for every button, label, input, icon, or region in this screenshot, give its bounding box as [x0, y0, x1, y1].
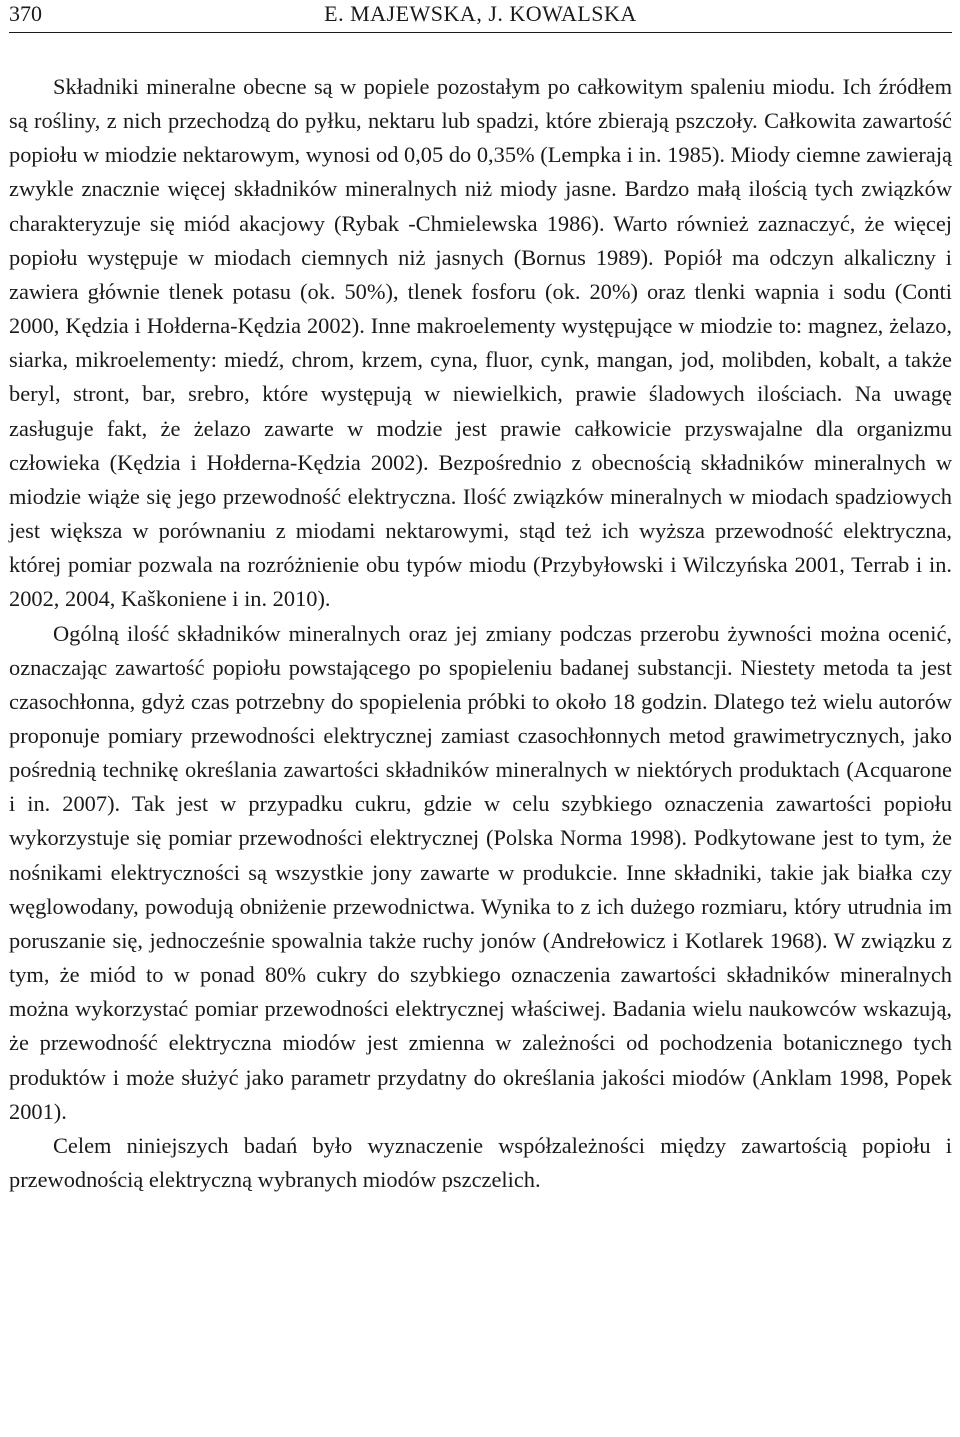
paragraph-conductivity-method: Ogólną ilość składników mineralnych oraz jej zmiany podczas przerobu żywności można ocenić, oznaczając zawartość popiołu powstającego po spopieleniu badanej substancji. Niestety metoda ta jest czasochłonna, gdyż czas potrzebny do spopielenia próbki to około 18 godzin. Dlatego też wielu autorów proponuje pomiary przewodności elektrycznej zamiast czasochłonnych metod grawimetrycznych, jako pośrednią technikę określania zawartości składników mineralnych w niektórych produktach (Acquarone i in. 2007). Tak jest w przypadku cukru, gdzie w celu szybkiego oznaczenia zawartości popiołu wykorzystuje się pomiar przewodności elektrycznej (Polska Norma 1998). Podkytowane jest to tym, że nośnikami elektryczności są wszystkie jony zawarte w produkcie. Inne składniki, takie jak białka czy węglowodany, powodują obniżenie przewodnictwa. Wynika to z ich dużego rozmiaru, który utrudnia im poruszanie się, jednocześnie spowalnia także ruchy jonów (Andrełowicz i Kotlarek 1968). W związku z tym, że miód to w ponad 80% cukry do szybkiego oznaczenia zawartości składników mineralnych można wykorzystać pomiar przewodności elektrycznej właściwej. Badania wielu naukowców wskazują, że przewodność elektryczna miodów jest zmienna w zależności od pochodzenia botanicznego tych produktów i może służyć jako parametr przydatny do określania jakości miodów (Anklam 1998, Popek 2001). — [9, 620, 952, 1124]
header-divider — [9, 32, 952, 33]
page-number: 370 — [9, 1, 42, 26]
running-header — [9, 0, 952, 30]
paragraph-study-aim: Celem niniejszych badań było wyznaczenie współzależności między zawartością popiołu i przewodnością elektryczną wybranych miodów pszczelich. — [9, 1132, 952, 1192]
paragraph-mineral-content: Składniki mineralne obecne są w popiele pozostałym po całkowitym spaleniu miodu. Ich źródłem są rośliny, z nich przechodzą do pyłku, nektaru lub spadzi, które zbierają pszczoły. Całkowita zawartość popiołu w miodzie nektarowym, wynosi od 0,05 do 0,35% (Lempka i in. 1985). Miody ciemne zawierają zwykle znacznie więcej składników mineralnych niż miody jasne. Bardzo małą ilością tych związków charakteryzuje się miód akacjowy (Rybak -Chmielewska 1986). Warto również zaznaczyć, że więcej popiołu występuje w miodach ciemnych niż jasnych (Bornus 1989). Popiół ma odczyn alkaliczny i zawiera głównie tlenek potasu (ok. 50%), tlenek fosforu (ok. 20%) oraz tlenki wapnia i sodu (Conti 2000, Kędzia i Hołderna-Kędzia 2002). Inne makroelementy występujące w miodzie to: magnez, żelazo, siarka, mikroelementy: miedź, chrom, krzem, cyna, fluor, cynk, mangan, jod, molibden, kobalt, a także beryl, stront, bar, srebro, które występują w niewielkich, prawie śladowych ilościach. Na uwagę zasługuje fakt, że żelazo zawarte w modzie jest prawie całkowicie przyswajalne dla organizmu człowieka (Kędzia i Hołderna-Kędzia 2002). Bezpośrednio z obecnością składników mineralnych w miodzie wiąże się jego przewodność elektryczna. Ilość związków mineralnych w miodach spadziowych jest większa w porównaniu z miodami nektarowymi, stąd też ich wyższa przewodność elektryczna, której pomiar pozwala na rozróżnienie obu typów miodu (Przybyłowski i Wilczyńska 2001, Terrab i in. 2002, 2004, Kaškoniene i in. 2010). — [9, 74, 952, 612]
running-title-authors: E. MAJEWSKA, J. KOWALSKA — [324, 1, 637, 26]
body-text — [9, 70, 952, 1197]
